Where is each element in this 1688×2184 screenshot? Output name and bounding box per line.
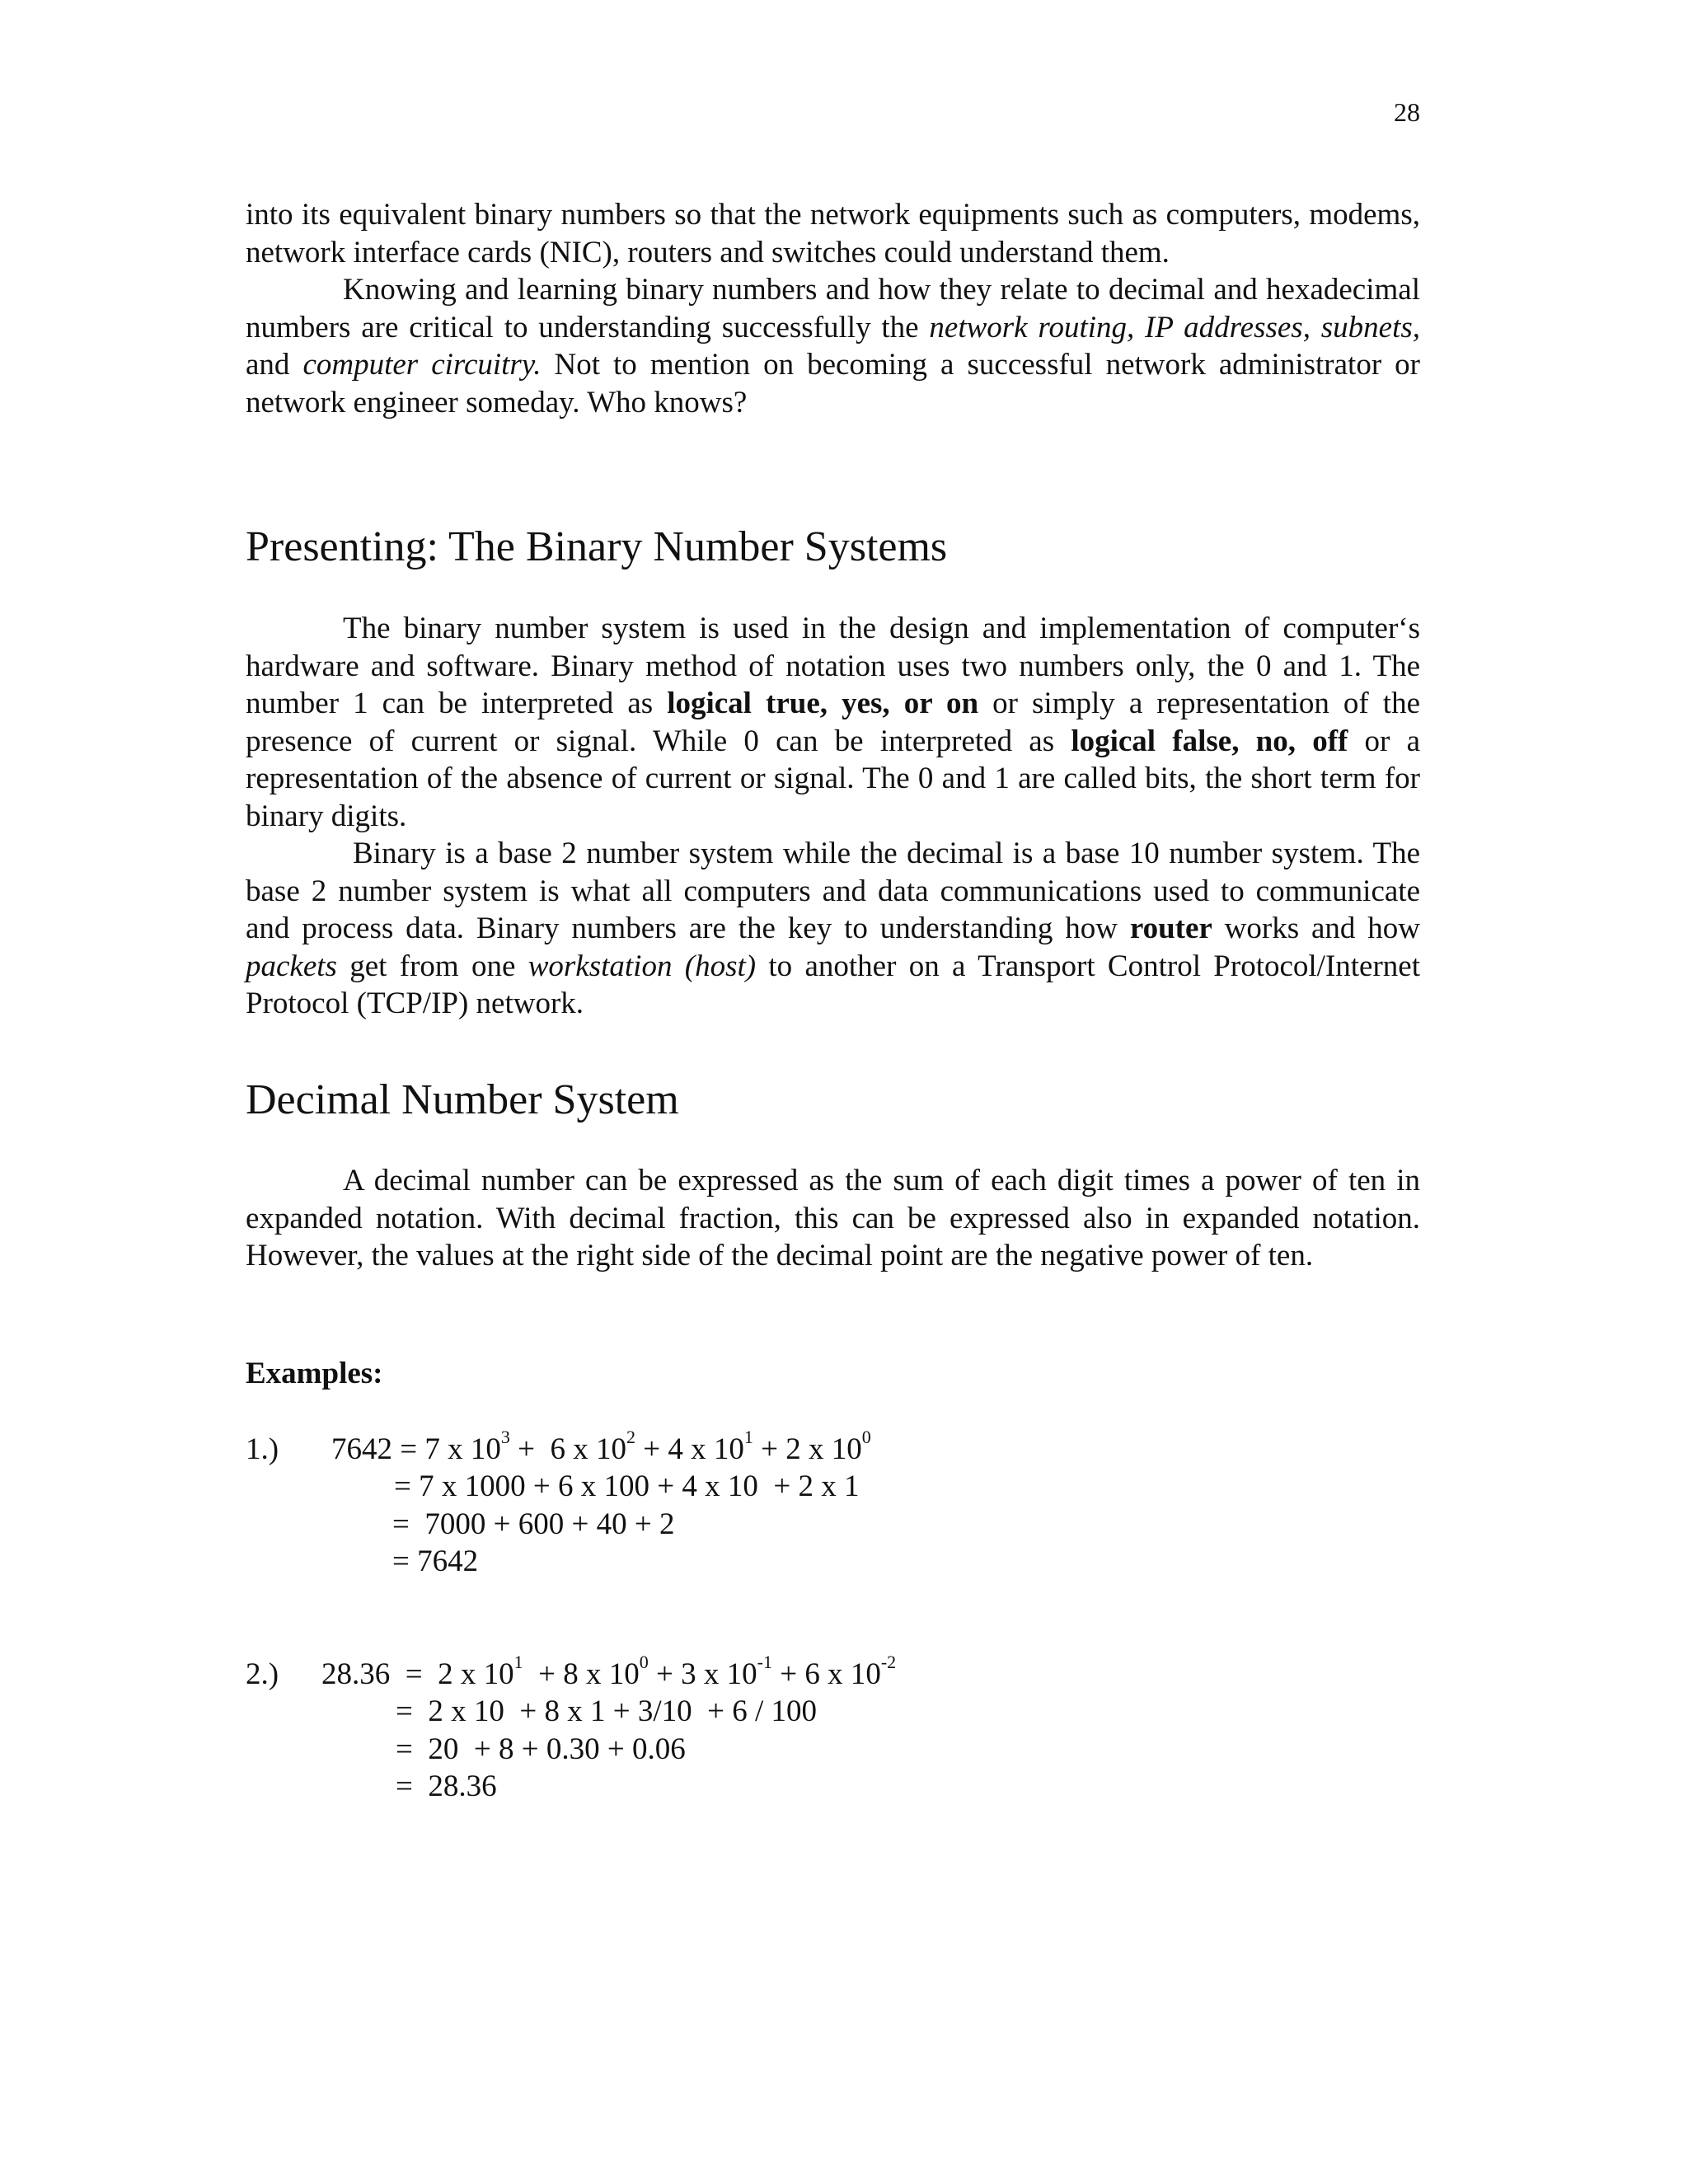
page-number: 28 [1394,97,1420,127]
binary-p2-text-a: Binary is a base 2 number system while the decimal is a base 10 number system. The base 2 number system is what all computers and data communications used to communicate and process data. Binary numbers are the key to understanding how [246,837,1420,945]
intro-p2-italic-terms: network routing, IP addresses, subnets, [929,310,1420,344]
example-2-line-2: = 2 x 10 + 8 x 1 + 3/10 + 6 / 100 [396,1694,818,1728]
example-2-line-1 [321,1652,897,1692]
example-1-line-3: = 7000 + 600 + 40 + 2 [392,1507,675,1541]
heading-decimal-number-system: Decimal Number System [246,1076,679,1123]
intro-paragraph-1: into its equivalent binary numbers so that the network equipments such as computers, modems, network interface cards (NIC), routers and switches could understand them. [246,198,1420,269]
ex1-exp-3: 1 [743,1427,753,1447]
binary-p2-italic-packets: packets [246,949,337,983]
example-1-line-2: = 7 x 1000 + 6 x 100 + 4 x 10 + 2 x 1 [394,1469,860,1503]
intro-p2-text-a: Knowing and learning binary numbers and how they relate to decimal and hexadecimal numbers are critical to understanding successfully the [246,273,1420,344]
binary-p1-bold-false: logical false, no, off [1071,724,1348,758]
ex1-l1-b: + 6 x 10 [509,1432,626,1466]
binary-p2-text-e: to another on a Transport Control Protocol/Internet Protocol (TCP/IP) network. [246,949,1421,1020]
binary-p1-text-c: or simply a representation of the presence of current or signal. While 0 can be interpreted as [246,687,1420,758]
binary-p1-bold-true: logical true, yes, or on [667,687,979,720]
example-1-label: 1.) [246,1432,279,1466]
binary-p1-text-d: or a representation of the absence of current or signal. The 0 and 1 are called bits, the short term for binary digits. [246,724,1421,833]
ex1-l1-a: 7642 = 7 x 10 [331,1432,501,1466]
ex1-exp-1: 3 [500,1427,510,1447]
intro-paragraph-2 [246,271,1420,421]
ex2-exp-3: -1 [757,1652,772,1672]
ex2-exp-4: -2 [880,1652,897,1672]
example-2-label: 2.) [246,1657,279,1691]
binary-p2-text-c: works and how [1212,912,1420,945]
binary-p2-bold-router: router [1129,912,1212,945]
binary-p2-text-d: get from one [336,949,528,983]
ex1-l1-c: + 4 x 10 [635,1432,744,1466]
example-2-line-4: = 28.36 [396,1769,497,1803]
binary-p2-italic-workstation: workstation (host) [528,949,757,983]
ex2-l1-d: + 6 x 10 [771,1657,881,1691]
heading-binary-number-systems: Presenting: The Binary Number Systems [246,523,948,570]
intro-p2-italic-circuitry: computer circuitry. [302,348,542,382]
ex2-l1-a: 28.36 = 2 x 10 [321,1657,514,1691]
example-1-line-4: = 7642 [392,1544,479,1578]
example-1-line-1 [331,1427,871,1467]
examples-label: Examples: [246,1357,383,1390]
example-2-line-3: = 20 + 8 + 0.30 + 0.06 [396,1732,686,1766]
decimal-paragraph-1: A decimal number can be expressed as the sum of each digit times a power of ten in expanded notation. With decimal fraction, this can be expressed also in expanded notation. However, the values at the right side of the decimal point are the negative power of ten. [246,1164,1420,1272]
intro-p2-text-b: and [246,348,303,382]
ex1-l1-d: + 2 x 10 [753,1432,862,1466]
ex1-exp-4: 0 [861,1427,871,1447]
intro-p2-text-c: Not to mention on becoming a successful network administrator or network engineer someday. Who knows? [246,348,1420,419]
ex2-exp-1: 1 [513,1652,523,1672]
binary-paragraph-2 [246,835,1420,1023]
ex1-exp-2: 2 [626,1427,635,1447]
ex2-l1-c: + 3 x 10 [648,1657,757,1691]
binary-p1-text-a: The binary number system is used in the design and implementation of computer‘s hardware and software. Binary method of notation uses two numbers only, the 0 and 1. The number 1 can be interpreted as [246,612,1420,720]
ex2-exp-2: 0 [639,1652,649,1672]
binary-paragraph-1 [246,610,1420,835]
ex2-l1-b: + 8 x 10 [523,1657,640,1691]
